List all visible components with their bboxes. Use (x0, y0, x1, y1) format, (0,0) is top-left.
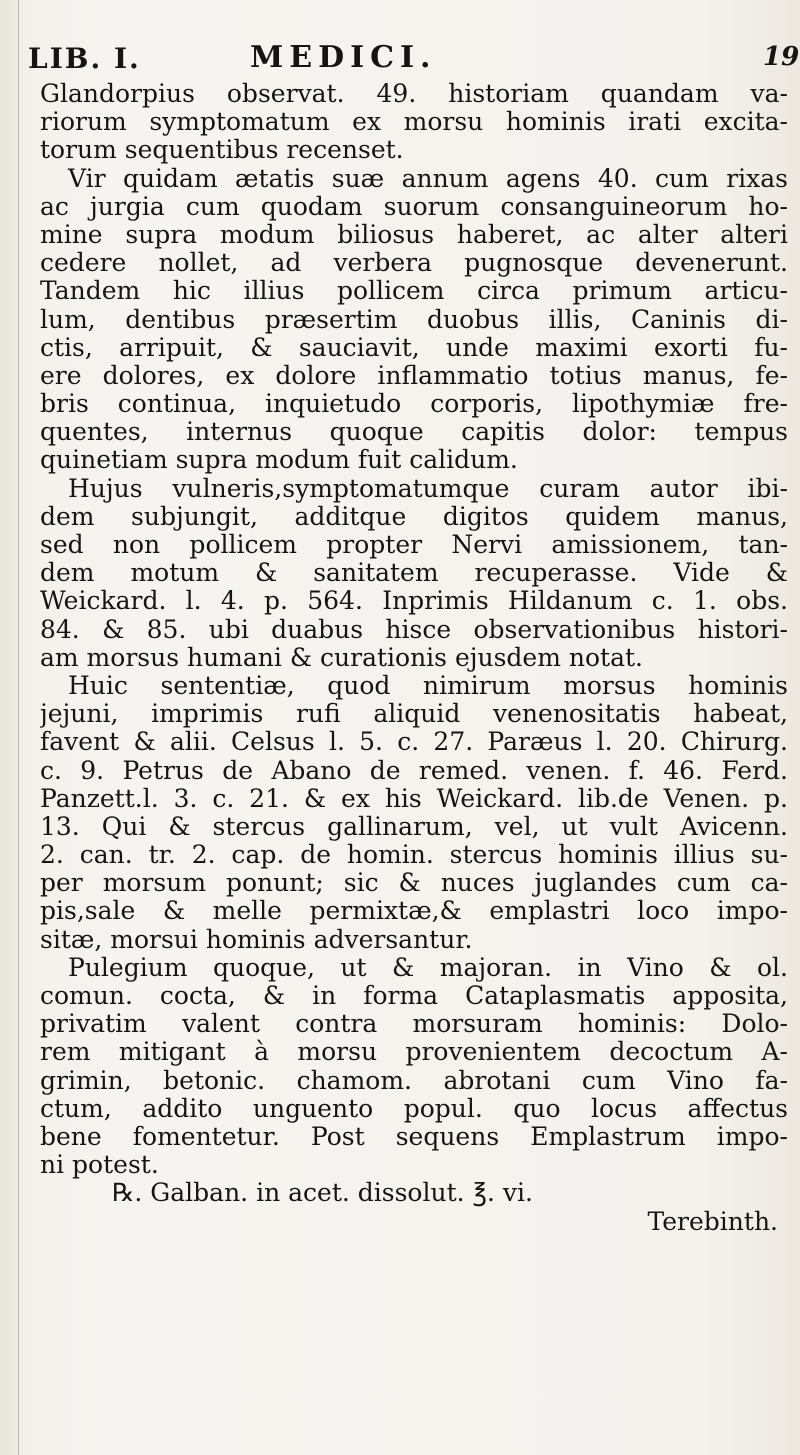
text-line: dem motum & sanitatem recuperasse. Vide & (40, 559, 788, 588)
text-line: Huic sententiæ, quod nimirum morsus hominis (68, 671, 788, 700)
text-line: sitæ, morsui hominis adversantur. (40, 925, 473, 954)
text-line: quinetiam supra modum fuit calidum. (40, 446, 518, 475)
text-line: Vir quidam ætatis suæ annum agens 40. cum rixas (68, 164, 788, 193)
text-line: Weickard. l. 4. p. 564. Inprimis Hildanum c. 1. obs. (40, 587, 788, 616)
body-text (40, 80, 788, 1236)
text-line: Panzett.l. 3. c. 21. & ex his Weickard. lib.de Venen. p. (40, 784, 788, 813)
page-number: 19 (763, 42, 800, 72)
text-line: pis,sale & melle permixtæ,& emplastri loco impo- (40, 897, 788, 926)
text-line: dem subjungit, additque digitos quidem manus, (40, 502, 788, 531)
book-number: LIB. I. (28, 42, 141, 75)
text-line: grimin, betonic. chamom. abrotani cum Vino fa- (40, 1066, 788, 1095)
text-line: ctis, arripuit, & sauciavit, unde maximi exorti fu- (40, 333, 788, 362)
text-line: torum sequentibus recenset. (40, 136, 404, 165)
text-line: 13. Qui & stercus gallinarum, vel, ut vult Avicenn. (40, 812, 788, 841)
recipe-line: Terebinth. (647, 1207, 778, 1236)
text-line: c. 9. Petrus de Abano de remed. venen. f. 46. Ferd. (40, 756, 788, 785)
text-line: 2. can. tr. 2. cap. de homin. stercus hominis illius su- (40, 841, 788, 870)
text-line: comun. cocta, & in forma Cataplasmatis apposita, (40, 982, 788, 1010)
text-line: ni potest. (40, 1151, 159, 1180)
text-line: ac jurgia cum quodam suorum consanguineorum ho- (40, 192, 788, 221)
text-line: per morsum ponunt; sic & nuces juglandes cum ca- (40, 869, 788, 898)
text-line: bris continua, inquietudo corporis, lipothymiæ fre- (40, 390, 788, 419)
text-line: ctum, addito unguento popul. quo locus affectus (40, 1094, 788, 1123)
text-line: mine supra modum biliosus haberet, ac alter alteri (40, 220, 788, 249)
text-line: cedere nollet, ad verbera pugnosque devenerunt. (40, 249, 788, 278)
running-title: MEDICI. (250, 40, 437, 75)
text-line: riorum symptomatum ex morsu hominis irati excita- (40, 108, 788, 137)
text-line: Glandorpius observat. 49. historiam quandam va- (40, 80, 788, 108)
text-line: jejuni, imprimis rufi aliquid venenositatis habeat, (40, 700, 788, 729)
text-line: privatim valent contra morsuram hominis: Dolo- (40, 1010, 788, 1039)
text-line: rem mitigant à morsu provenientem decoctum A- (40, 1038, 788, 1067)
recipe-line: ℞. Galban. in acet. dissolut. ℥. vi. (112, 1179, 533, 1208)
text-line: ere dolores, ex dolore inflammatio totius manus, fe- (40, 361, 788, 390)
text-line: Pulegium quoque, ut & majoran. in Vino & ol. (68, 953, 788, 982)
text-line: Hujus vulneris,symptomatumque curam autor ibi- (68, 474, 788, 503)
text-line: favent & alii. Celsus l. 5. c. 27. Paræus l. 20. Chirurg. (40, 728, 788, 757)
running-header (20, 30, 800, 80)
text-line: bene fomentetur. Post sequens Emplastrum impo- (40, 1122, 788, 1151)
text-line: lum, dentibus præsertim duobus illis, Caninis di- (40, 305, 788, 334)
page-gutter-line (18, 0, 19, 1455)
text-line: 84. & 85. ubi duabus hisce observationibus histori- (40, 615, 788, 644)
text-line: sed non pollicem propter Nervi amissionem, tan- (40, 531, 788, 559)
text-line: quentes, internus quoque capitis dolor: tempus (40, 418, 788, 447)
text-line: am morsus humani & curationis ejusdem notat. (40, 643, 643, 672)
text-line: Tandem hic illius pollicem circa primum articu- (40, 277, 788, 306)
